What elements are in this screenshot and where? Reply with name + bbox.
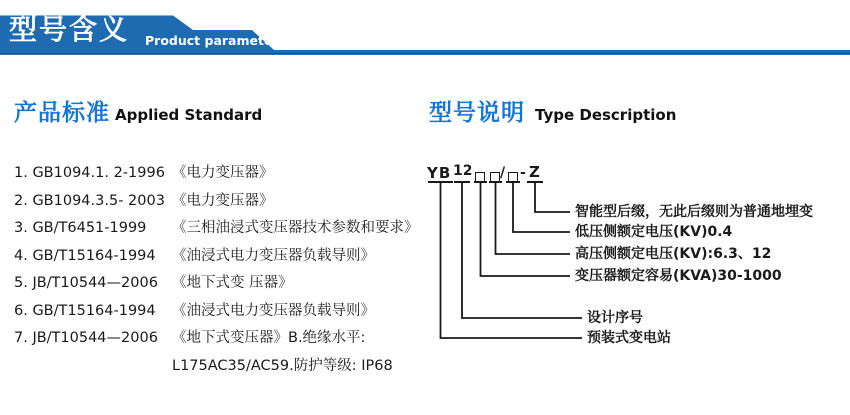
standard-row-continuation bbox=[14, 353, 414, 381]
standard-code: 2. GB1094.3.5- 2003 bbox=[14, 192, 165, 209]
model-label-design-no: 设计序号 bbox=[587, 310, 643, 326]
left-section-subtitle: Applied Standard bbox=[115, 106, 263, 124]
standards-list bbox=[14, 160, 419, 380]
banner-subtitle: Product parameters bbox=[145, 33, 287, 48]
lead-box3 bbox=[513, 182, 570, 232]
standard-title: 《三相油浸式变压器技术参数和要求》 bbox=[172, 220, 419, 236]
standard-row bbox=[14, 188, 414, 216]
banner-bottom-edge bbox=[0, 53, 850, 55]
standard-title: 《地下式变 压器》 bbox=[172, 275, 293, 291]
standard-row bbox=[14, 160, 414, 188]
standard-row bbox=[14, 243, 414, 271]
lead-suffix bbox=[535, 182, 570, 212]
standard-title: 《电力变压器》 bbox=[172, 192, 274, 209]
model-code-suffix: Z bbox=[529, 163, 540, 181]
right-section-title: 型号说明 bbox=[429, 100, 525, 126]
lead-box2 bbox=[496, 182, 571, 254]
standard-title: L175AC35/AC59.防护等级: IP68 bbox=[172, 357, 393, 374]
standard-code bbox=[14, 353, 172, 381]
standard-code: 3. GB/T6451-1999 bbox=[14, 220, 147, 236]
model-code-design-no: 12 bbox=[453, 163, 473, 179]
right-section-subtitle: Type Description bbox=[535, 106, 677, 124]
standard-title: 《地下式变压器》B.绝缘水平: bbox=[172, 330, 366, 346]
standard-row bbox=[14, 215, 419, 243]
standard-row bbox=[14, 325, 414, 353]
model-label-substation: 预装式变电站 bbox=[587, 330, 671, 346]
model-code-slash: / bbox=[500, 165, 506, 181]
standard-title: 《油浸式电力变压器负载导则》 bbox=[172, 247, 375, 264]
model-label-suffix: 智能型后缀，无此后缀则为普通地埋变 bbox=[575, 204, 813, 220]
standard-code: 6. GB/T15164-1994 bbox=[14, 302, 156, 319]
standard-row bbox=[14, 298, 414, 326]
model-code-dash: - bbox=[520, 165, 526, 181]
standard-title: 《电力变压器》 bbox=[172, 165, 274, 181]
model-code-prefix: YB bbox=[427, 164, 452, 182]
standard-code: 5. JB/T10544—2006 bbox=[14, 275, 158, 291]
model-label-hv-voltage: 高压侧额定电压(KV):6.3、12 bbox=[575, 246, 772, 262]
standard-title: 《油浸式电力变压器负载导则》 bbox=[172, 302, 375, 319]
model-label-capacity: 变压器额定容易(KVA)30-1000 bbox=[575, 268, 782, 284]
standard-code: 4. GB/T15164-1994 bbox=[14, 247, 156, 264]
lead-box1 bbox=[481, 182, 571, 276]
model-label-lv-voltage: 低压侧额定电压(KV)0.4 bbox=[575, 224, 733, 240]
standard-row bbox=[14, 270, 414, 298]
banner-title: 型号含义 bbox=[9, 13, 130, 46]
standard-code: 7. JB/T10544—2006 bbox=[14, 330, 158, 346]
standard-code: 1. GB1094.1. 2-1996 bbox=[14, 165, 165, 181]
left-section-title: 产品标准 bbox=[14, 100, 110, 126]
